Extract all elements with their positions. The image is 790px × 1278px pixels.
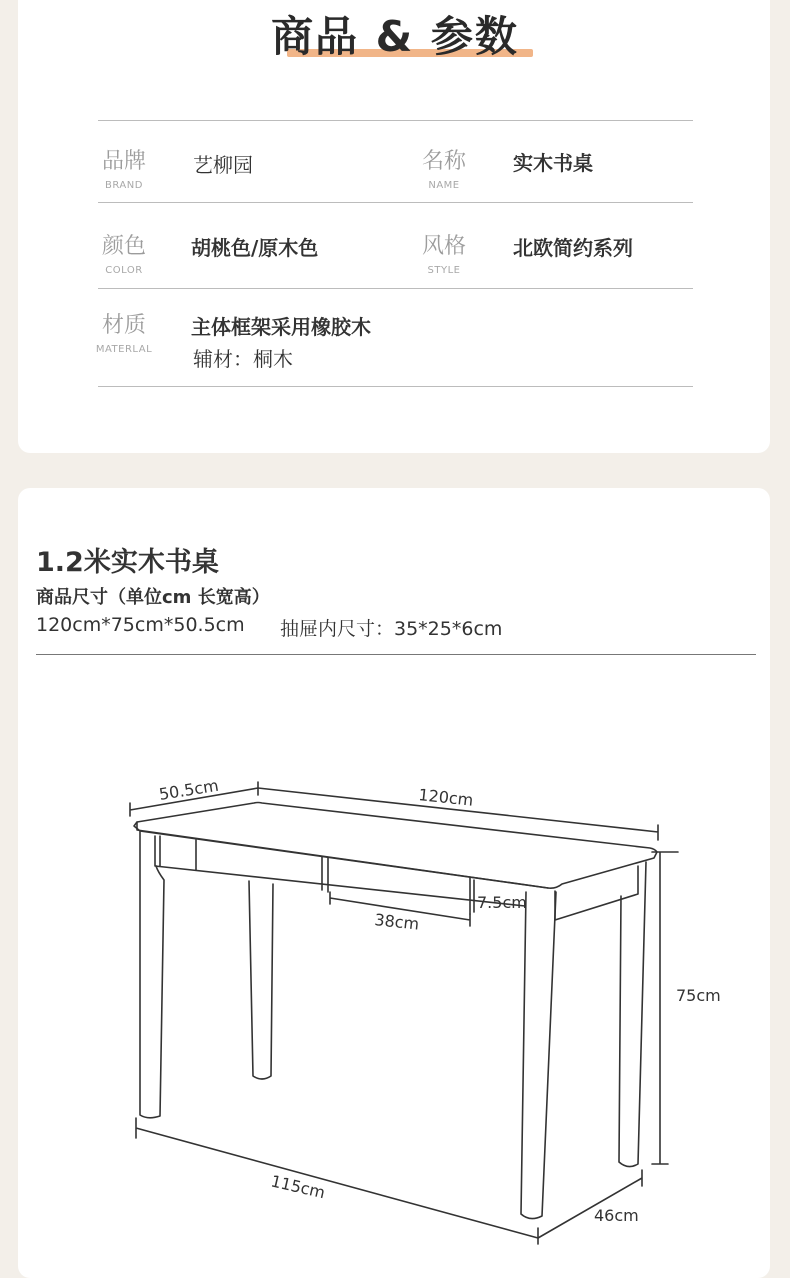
spec-label-style: 风格 bbox=[421, 234, 466, 259]
drawer-size: 抽屉内尺寸：35*25*6cm bbox=[280, 618, 503, 640]
label-depth-bottom: 46cm bbox=[594, 1206, 639, 1225]
apron bbox=[155, 836, 638, 920]
dim-height bbox=[652, 852, 678, 1164]
product-title: 1.2米实木书桌 bbox=[36, 547, 219, 578]
section-title-text: 商品 & 参数 bbox=[271, 12, 519, 61]
tabletop-edge bbox=[137, 822, 548, 888]
spec-label-name: 名称 bbox=[421, 149, 466, 174]
spec-value-brand: 艺柳园 bbox=[193, 153, 253, 177]
spec-sub-material: MATERLAL bbox=[95, 344, 153, 355]
spec-sub-brand: BRAND bbox=[105, 180, 143, 191]
dim-depth-bottom bbox=[538, 1170, 642, 1238]
dim-length-bottom bbox=[136, 1118, 538, 1244]
left-front-leg bbox=[140, 832, 164, 1118]
spec-value-material: 主体框架采用橡胶木 bbox=[191, 315, 371, 339]
label-drawer-height: 7.5cm bbox=[477, 893, 527, 912]
spec-value-style: 北欧简约系列 bbox=[513, 236, 633, 260]
spec-label-color: 颜色 bbox=[101, 234, 146, 259]
spec-sub-style: STYLE bbox=[427, 265, 461, 276]
label-depth-top: 50.5cm bbox=[157, 775, 220, 804]
tabletop bbox=[134, 803, 657, 889]
label-drawer-width: 38cm bbox=[373, 910, 421, 934]
right-back-leg bbox=[619, 862, 646, 1167]
spec-value-material-aux: 辅材：桐木 bbox=[193, 347, 293, 371]
spec-value-color: 胡桃色/原木色 bbox=[191, 236, 319, 260]
spec-sub-color: COLOR bbox=[105, 265, 143, 276]
right-front-leg bbox=[521, 892, 556, 1219]
label-length-bottom: 115cm bbox=[269, 1171, 327, 1203]
left-back-leg bbox=[249, 881, 273, 1079]
spec-label-material: 材质 bbox=[101, 313, 146, 338]
spec-value-name: 实木书桌 bbox=[513, 151, 593, 175]
size-heading: 商品尺寸（单位cm 长宽高） bbox=[36, 587, 270, 608]
overall-size: 120cm*75cm*50.5cm bbox=[36, 614, 245, 636]
label-length-top: 120cm bbox=[417, 785, 475, 810]
spec-sub-name: NAME bbox=[428, 180, 460, 191]
spec-label-brand: 品牌 bbox=[101, 149, 146, 174]
label-height: 75cm bbox=[676, 986, 721, 1005]
